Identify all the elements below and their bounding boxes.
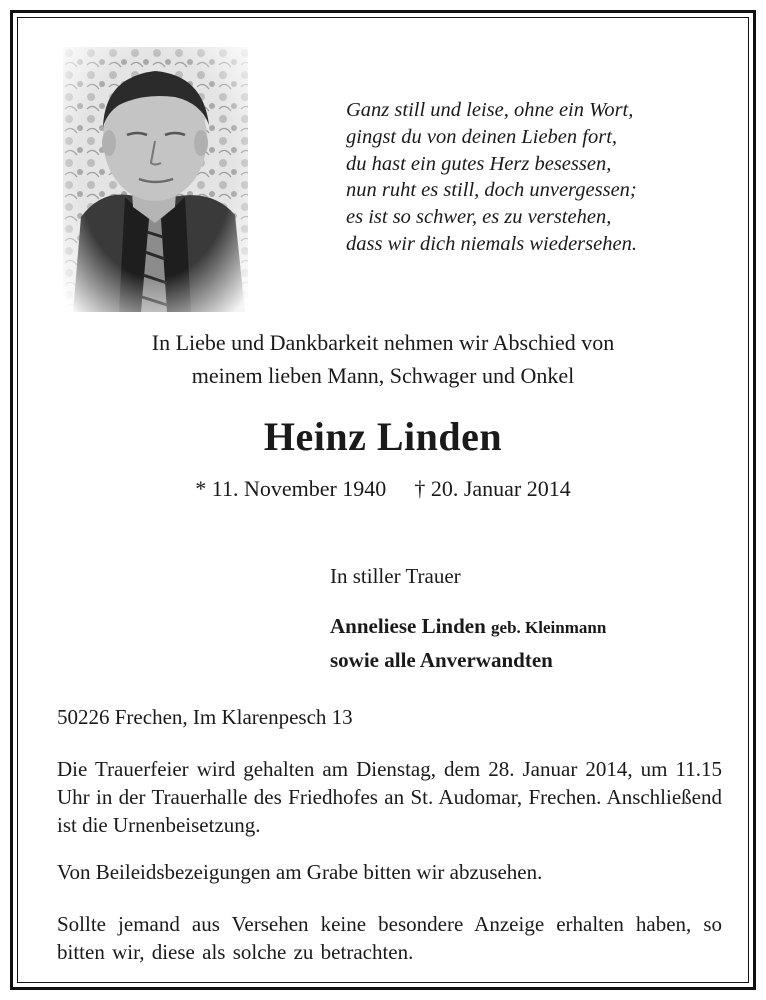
intro-line-2: meinem lieben Mann, Schwager und Onkel bbox=[191, 363, 575, 388]
condolence-paragraph: Von Beileidsbezeigungen am Grabe bitten wir abzusehen. bbox=[57, 860, 543, 884]
mourners-block bbox=[330, 610, 606, 676]
maiden-name: geb. Kleinmann bbox=[491, 618, 607, 637]
deceased-name: Heinz Linden bbox=[263, 414, 503, 459]
relatives-line: sowie alle Anverwandten bbox=[330, 648, 553, 672]
family-address: 50226 Frechen, Im Klarenpesch 13 bbox=[57, 705, 353, 729]
poem-line: Ganz still und leise, ohne ein Wort, bbox=[346, 99, 634, 121]
poem-line: du hast ein gutes Herz besessen, bbox=[346, 152, 612, 175]
mourning-heading: In stiller Trauer bbox=[330, 564, 461, 588]
poem-line: es ist so schwer, es zu verstehen, bbox=[346, 206, 612, 229]
life-dates bbox=[0, 474, 766, 504]
death-date: † 20. Januar 2014 bbox=[414, 476, 571, 501]
notice-paragraph: Sollte jemand aus Versehen keine besondere Anzeige erhalten haben, so bitten wir, diese als solche zu betrachten. bbox=[57, 912, 722, 964]
widow-name: Anneliese Linden bbox=[330, 614, 486, 638]
farewell-intro bbox=[0, 326, 766, 392]
memorial-poem bbox=[346, 97, 726, 258]
service-paragraph: Die Trauerfeier wird gehalten am Dienstag, dem 28. Januar 2014, um 11.15 Uhr in der Trauerhalle des Friedhofes an St. Audomar, Frechen. Anschließend ist die Urnenbeisetzung. bbox=[57, 757, 722, 837]
portrait-photo bbox=[63, 47, 248, 312]
birth-date: * 11. November 1940 bbox=[195, 476, 387, 501]
poem-line: gingst du von deinen Lieben fort, bbox=[346, 125, 618, 148]
intro-line-1: In Liebe und Dankbarkeit nehmen wir Abschied von bbox=[151, 330, 615, 355]
poem-line: nun ruht es still, doch unvergessen; bbox=[346, 179, 637, 202]
poem-line: dass wir dich niemals wiedersehen. bbox=[346, 232, 637, 255]
